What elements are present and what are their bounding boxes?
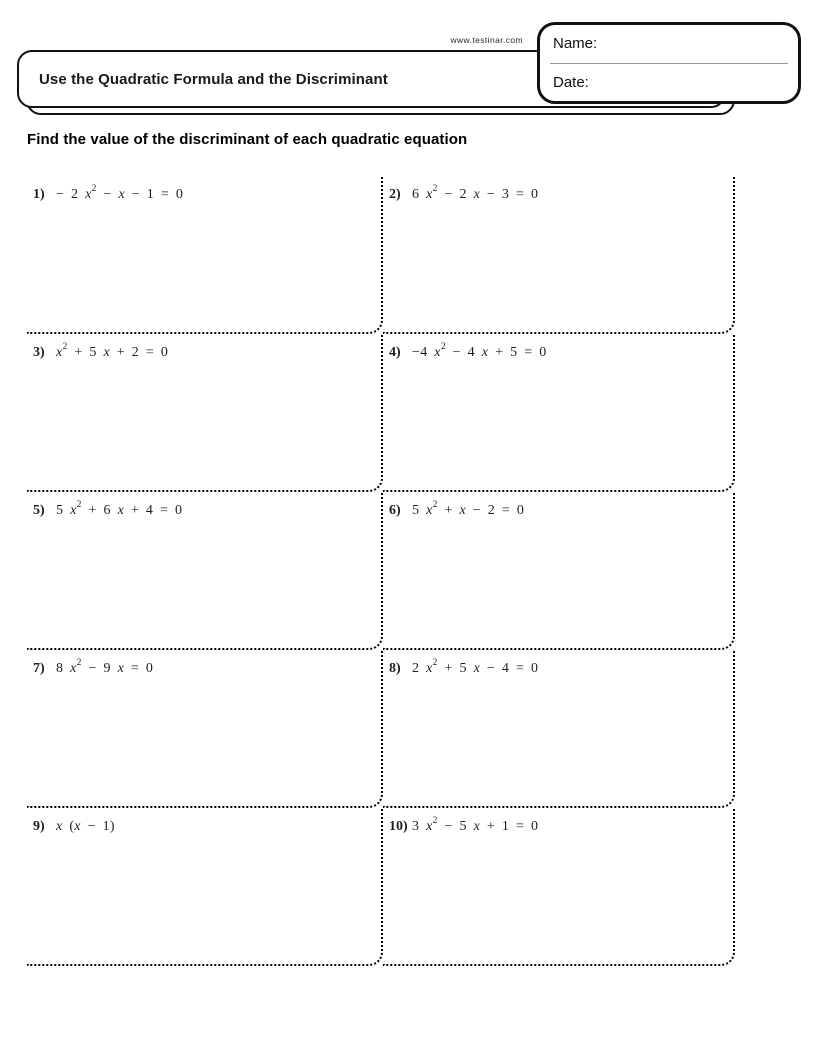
problem-cell-6 [383, 492, 735, 650]
problem-equation: 2 $x^2 + 5$ x − 4 = 0 [412, 658, 539, 676]
problem-cell-1 [27, 176, 383, 334]
problem-number: 7) [33, 661, 45, 676]
problem-number: 9) [33, 819, 45, 834]
problem-cell-7 [27, 650, 383, 808]
name-date-box [537, 22, 801, 104]
instructions-text: Find the value of the discriminant of each quadratic equation [27, 131, 468, 148]
problem-cell-5 [27, 492, 383, 650]
problem-equation: 8 $x^2 - 9$ x = 0 [56, 658, 154, 676]
date-label: Date: [553, 74, 589, 91]
problems-grid [27, 176, 735, 966]
problem-cell-3 [27, 334, 383, 492]
problem-number: 3) [33, 345, 45, 360]
problem-equation: $x^2 + 5$ x + 2 = 0 [56, 342, 169, 360]
website-url: www.testinar.com [450, 35, 523, 45]
problem-cell-8 [383, 650, 735, 808]
problem-cell-10 [383, 808, 735, 966]
problem-equation: x (x − 1) [56, 819, 115, 834]
name-date-divider [550, 63, 788, 64]
problem-equation: − 2 $x^2 - x - 1 = 0$ [56, 184, 184, 202]
problem-number: 6) [389, 503, 401, 518]
problem-number: 1) [33, 187, 45, 202]
problem-cell-4 [383, 334, 735, 492]
problem-number: 2) [389, 187, 401, 202]
problem-equation: 5 $x^2 + 6$ x + 4 = 0 [56, 500, 183, 518]
name-label: Name: [553, 35, 598, 52]
problem-equation: 5 $x^2 + x - 2 = 0$ [412, 500, 525, 518]
worksheet-title: Use the Quadratic Formula and the Discriminant [39, 70, 388, 88]
problem-equation: 6 $x^2 - 2$ x − 3 = 0 [412, 184, 539, 202]
problem-cell-9 [27, 808, 383, 966]
problem-number: 4) [389, 345, 401, 360]
problem-equation: −4 $x^2 - 4$ x + 5 = 0 [412, 342, 547, 360]
problem-number: 8) [389, 661, 401, 676]
problem-number: 5) [33, 503, 45, 518]
problem-equation: 3 $x^2 - 5$ x + 1 = 0 [412, 816, 539, 834]
problem-number: 10) [389, 819, 408, 834]
problem-cell-2 [383, 176, 735, 334]
